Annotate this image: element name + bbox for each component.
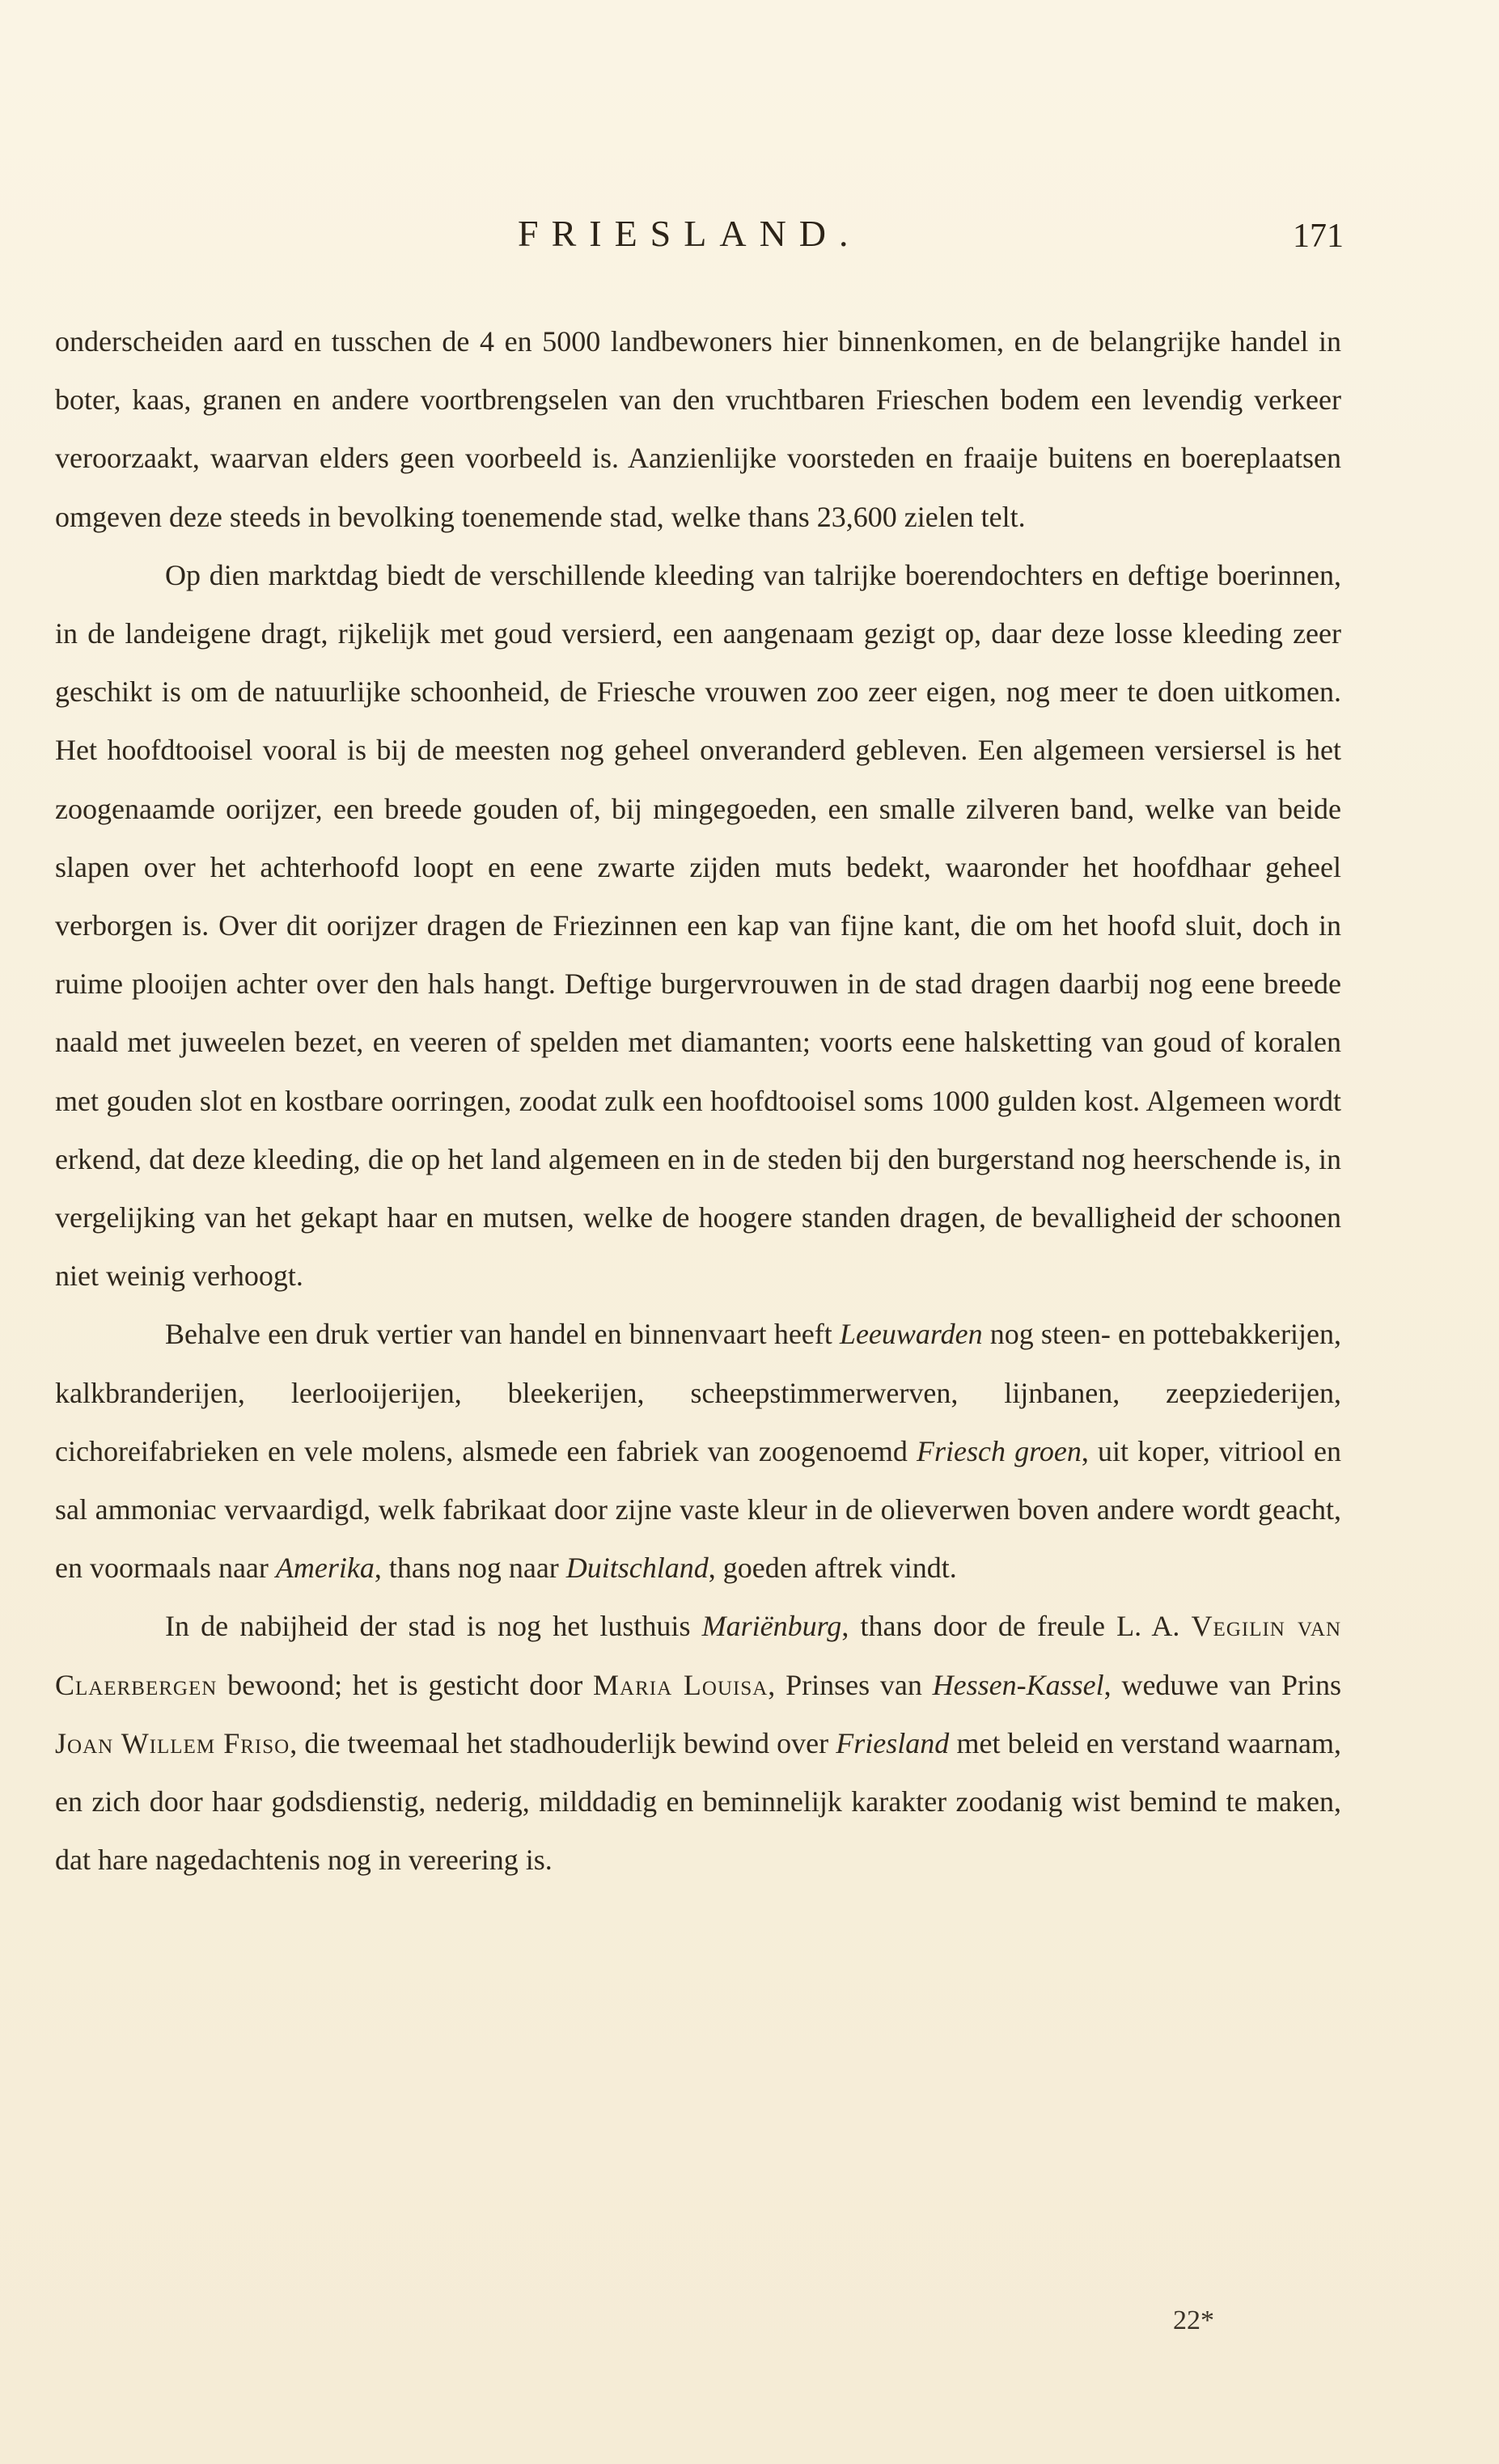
paragraph [55, 312, 1341, 546]
italic-text: Amerika [275, 1552, 375, 1585]
text-run: , weduwe van Prins [1103, 1668, 1341, 1701]
italic-text: Friesch groen [917, 1434, 1082, 1467]
page-number: 171 [1293, 218, 1344, 255]
signature-mark: 22* [1173, 2305, 1214, 2335]
paragraph [55, 546, 1341, 1306]
italic-text: Hessen-Kassel [932, 1668, 1104, 1701]
text-run: , thans nog naar [374, 1552, 566, 1585]
smallcaps-name: Maria Louisa [593, 1668, 769, 1701]
italic-text: Friesland [836, 1726, 950, 1759]
running-head-title: FRIESLAND. [518, 213, 862, 254]
body-text [55, 312, 1341, 1889]
text-run: onderscheiden aard en tusschen de 4 en 5000 landbewoners hier binnenkomen, en de belangrijke handel in boter, kaas, granen en andere voortbrengselen van den vruchtbaren Frieschen bodem een levendig verkeer veroorzaakt, waarvan elders geen voorbeeld is. Aanzienlijke voorsteden en fraaije buitens en boereplaatsen omgeven deze steeds in bevolking toenemende stad, welke thans 23,600 zielen telt. [55, 325, 1341, 533]
text-run: , Prinses van [768, 1668, 933, 1701]
italic-text: Duitschland [565, 1552, 709, 1585]
text-run: Op dien marktdag biedt de verschillende kleeding van talrijke boerendochters en deftige boerinnen, in de landeigene dragt, rijkelijk met goud versierd, een aangenaam gezigt op, daar deze losse kleeding zeer geschikt is om de natuurlijke schoonheid, de Friesche vrouwen zoo zeer eigen, nog meer te doen uitkomen. Het hoofdtooisel vooral is bij de meesten nog geheel onveranderd gebleven. Een algemeen versiersel is het zoogenaamde oorijzer, een breede gouden of, bij mingegoeden, een smalle zilveren band, welke van beide slapen over het achterhoofd loopt en eene zwarte zijden muts bedekt, waaronder het hoofdhaar geheel verborgen is. Over dit oorijzer dragen de Friezinnen een kap van fijne kant, die om het hoofd sluit, doch in ruime plooijen achter over den hals hangt. Deftige burgervrouwen in de stad dragen daarbij nog eene breede naald met juweelen bezet, en veeren of spelden met diamanten; voorts eene halsketting van goud of koralen met gouden slot en kostbare oorringen, zoodat zulk een hoofdtooisel soms 1000 gulden kost. Algemeen wordt erkend, dat deze kleeding, die op het land algemeen en in de steden bij den burgerstand nog heerschende is, in vergelijking van het gekapt haar en mutsen, welke de hoogere standen dragen, de bevalligheid der schoonen niet weinig verhoogt. [55, 558, 1341, 1293]
running-head [0, 212, 1499, 260]
paragraph [55, 1305, 1341, 1597]
paragraph [55, 1597, 1341, 1889]
italic-text: Mariënburg [701, 1610, 842, 1643]
text-run: bewoond; het is gesticht door [217, 1668, 593, 1701]
text-run: nog steen- en pottebakkerijen, kalkbranderijen, leerlooijerijen, bleekerijen, scheepstimmerwerven, lijnbanen, zeepziederijen, cichoreifabrieken en vele molens, alsmede een fabriek van zoogenoemd [55, 1318, 1341, 1467]
smallcaps-name: Vegilin van Claerbergen [55, 1610, 1341, 1701]
text-run: , uit koper, vitriool en sal ammoniac vervaardigd, welk fabrikaat door zijne vaste kleur in de olieverwen boven andere wordt geacht, en voormaals naar [55, 1434, 1341, 1585]
text-run: met beleid en verstand waarnam, en zich door haar godsdienstig, nederig, milddadig en beminnelijk karakter zoodanig wist bemind te maken, dat hare nagedachtenis nog in vereering is. [55, 1726, 1341, 1877]
text-run: , thans door de freule L. A. [841, 1610, 1192, 1643]
smallcaps-name: Joan Willem Friso [55, 1726, 290, 1759]
text-run: , die tweemaal het stadhouderlijk bewind over [290, 1726, 836, 1759]
text-run: In de nabijheid der stad is nog het lusthuis [165, 1610, 702, 1643]
text-run: , goeden aftrek vindt. [708, 1552, 957, 1585]
italic-text: Leeuwarden [839, 1318, 983, 1351]
text-run: Behalve een druk vertier van handel en binnenvaart heeft [165, 1318, 840, 1351]
